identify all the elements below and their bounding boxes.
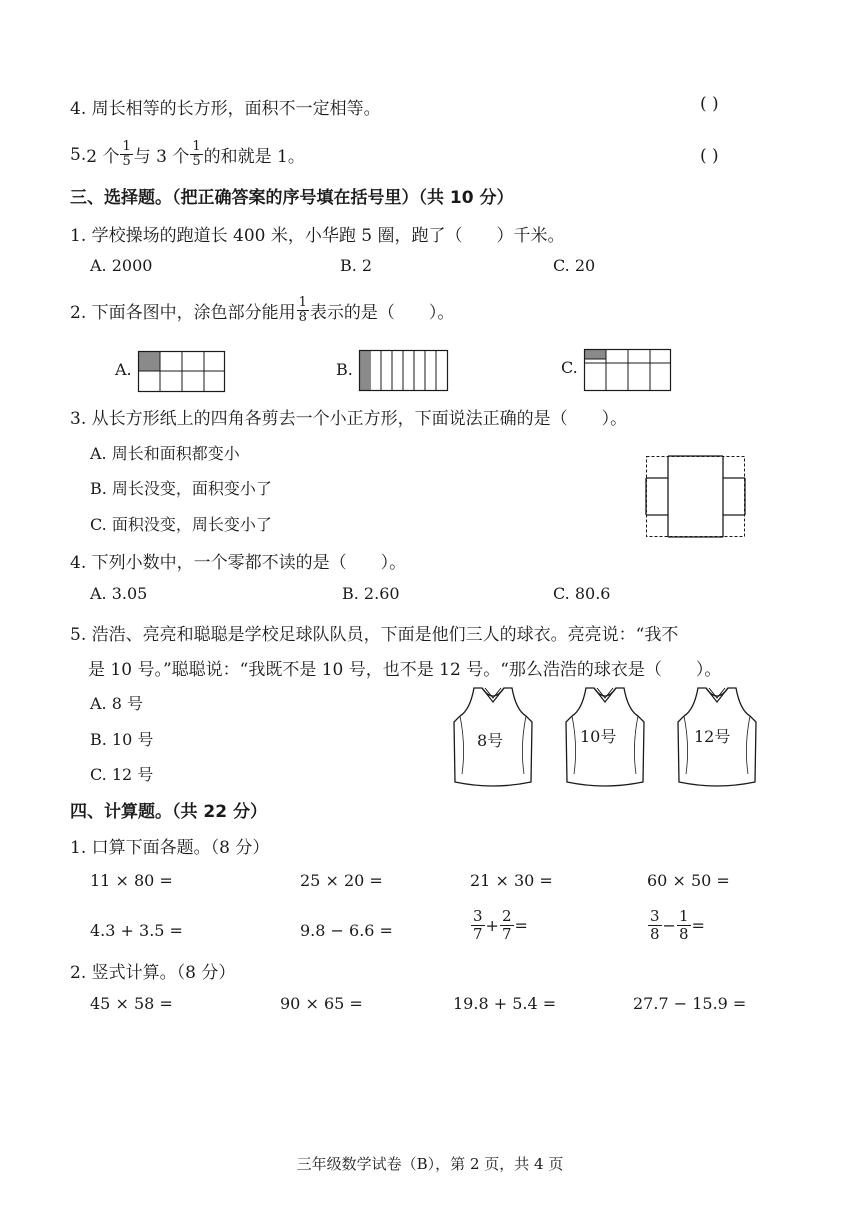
choice-q1-option-a[interactable]: A. 2000 <box>90 256 153 275</box>
section-3-title: 三、选择题。（把正确答案的序号填在括号里）（共 10 分） <box>70 188 514 208</box>
tf-q5-pre: 2 个 <box>86 147 120 167</box>
choice-q3-option-b[interactable]: B. 周长没变，面积变小了 <box>90 479 272 498</box>
operator: + <box>485 916 499 935</box>
tf-q5-num: 5. <box>70 144 87 165</box>
choice-q5-option-a[interactable]: A. 8 号 <box>90 694 143 713</box>
choice-q2-option-b[interactable]: B. <box>336 360 353 379</box>
oral-calc-3: 21 × 30 = <box>470 871 553 890</box>
oral-calc-2: 25 × 20 = <box>300 871 383 890</box>
choice-q1-text: 1. 学校操场的跑道长 400 米，小华跑 5 圈，跑了（ ）千米。 <box>70 226 565 246</box>
choice-q5-line2: 是 10 号。”聪聪说：“我既不是 10 号，也不是 12 号。“那么浩浩的球衣是（ ）。 <box>88 660 722 680</box>
vertical-calc-2: 90 × 65 = <box>280 994 363 1013</box>
fraction: $\frac{3}{8}$ <box>650 907 660 943</box>
jersey-12-label: 12号 <box>694 727 731 746</box>
choice-q5-option-c[interactable]: C. 12 号 <box>90 765 154 784</box>
oral-calc-7 <box>470 908 528 943</box>
choice-q5-line1: 5. 浩浩、亮亮和聪聪是学校足球队队员，下面是他们三人的球衣。亮亮说：“我不 <box>70 625 679 645</box>
grid-figure-c <box>584 349 672 391</box>
oral-calc-8 <box>647 908 705 943</box>
section-4-title: 四、计算题。（共 22 分） <box>70 802 267 822</box>
tf-q4-num: 4. <box>70 99 87 119</box>
choice-q2-text <box>70 296 454 325</box>
choice-q3-text: 3. 从长方形纸上的四角各剪去一个小正方形，下面说法正确的是（ ）。 <box>70 409 628 429</box>
tf-q4-text: 周长相等的长方形，面积不一定相等。 <box>91 99 381 119</box>
tf-question-5 <box>70 140 305 169</box>
vertical-calc-1: 45 × 58 = <box>90 994 173 1013</box>
grid-figure-b <box>359 350 449 391</box>
fraction: $\frac{2}{7}$ <box>501 907 512 943</box>
equals-sign: = <box>691 916 705 935</box>
vertical-calc-4: 27.7 − 15.9 = <box>633 994 747 1013</box>
choice-q2-option-c[interactable]: C. <box>561 358 578 377</box>
oral-calc-1: 11 × 80 = <box>90 871 173 890</box>
tf-q5-mid: 与 3 个 <box>133 147 190 167</box>
choice-q2-post: 表示的是（ ）。 <box>309 303 455 323</box>
choice-q1-option-c[interactable]: C. 20 <box>553 256 596 275</box>
oral-calc-4: 60 × 50 = <box>647 871 730 890</box>
tf-q5-answer-paren[interactable]: ( ) <box>700 146 719 166</box>
calc-sub2-title: 2. 竖式计算。（8 分） <box>70 963 236 983</box>
vertical-calc-3: 19.8 + 5.4 = <box>453 994 557 1013</box>
choice-q4-option-b[interactable]: B. 2.60 <box>342 584 400 603</box>
fraction: $\frac{1}{8}$ <box>678 907 689 943</box>
choice-q2-pre: 2. 下面各图中，涂色部分能用 <box>70 303 296 323</box>
choice-q4-option-a[interactable]: A. 3.05 <box>90 584 148 603</box>
choice-q1-option-b[interactable]: B. 2 <box>340 256 373 275</box>
fraction: $\frac{3}{7}$ <box>473 907 483 943</box>
choice-q5-option-b[interactable]: B. 10 号 <box>90 730 154 749</box>
jersey-10-label: 10号 <box>580 727 617 746</box>
fraction: $\frac{1}{5}$ <box>122 139 131 169</box>
page-footer: 三年级数学试卷（B），第 2 页，共 4 页 <box>296 1155 564 1173</box>
equals-sign: = <box>514 916 528 935</box>
grid-figure-a <box>138 351 226 392</box>
operator: − <box>662 916 676 935</box>
tf-question-4 <box>70 94 381 119</box>
fraction: $\frac{1}{8}$ <box>298 295 307 325</box>
oral-calc-5: 4.3 + 3.5 = <box>90 921 183 940</box>
cut-corners-rectangle-figure <box>646 456 746 538</box>
choice-q3-option-c[interactable]: C. 面积没变，周长变小了 <box>90 515 272 534</box>
choice-q3-option-a[interactable]: A. 周长和面积都变小 <box>90 444 240 463</box>
jersey-8-label: 8号 <box>477 731 504 750</box>
tf-q5-post: 的和就是 1。 <box>203 147 305 167</box>
choice-q4-text: 4. 下列小数中，一个零都不读的是（ ）。 <box>70 553 407 573</box>
choice-q4-option-c[interactable]: C. 80.6 <box>553 584 611 603</box>
calc-sub1-title: 1. 口算下面各题。（8 分） <box>70 838 270 858</box>
choice-q2-option-a[interactable]: A. <box>115 360 132 379</box>
fraction: $\frac{1}{5}$ <box>192 139 201 169</box>
tf-q4-answer-paren[interactable]: ( ) <box>700 94 719 114</box>
oral-calc-6: 9.8 − 6.6 = <box>300 921 393 940</box>
